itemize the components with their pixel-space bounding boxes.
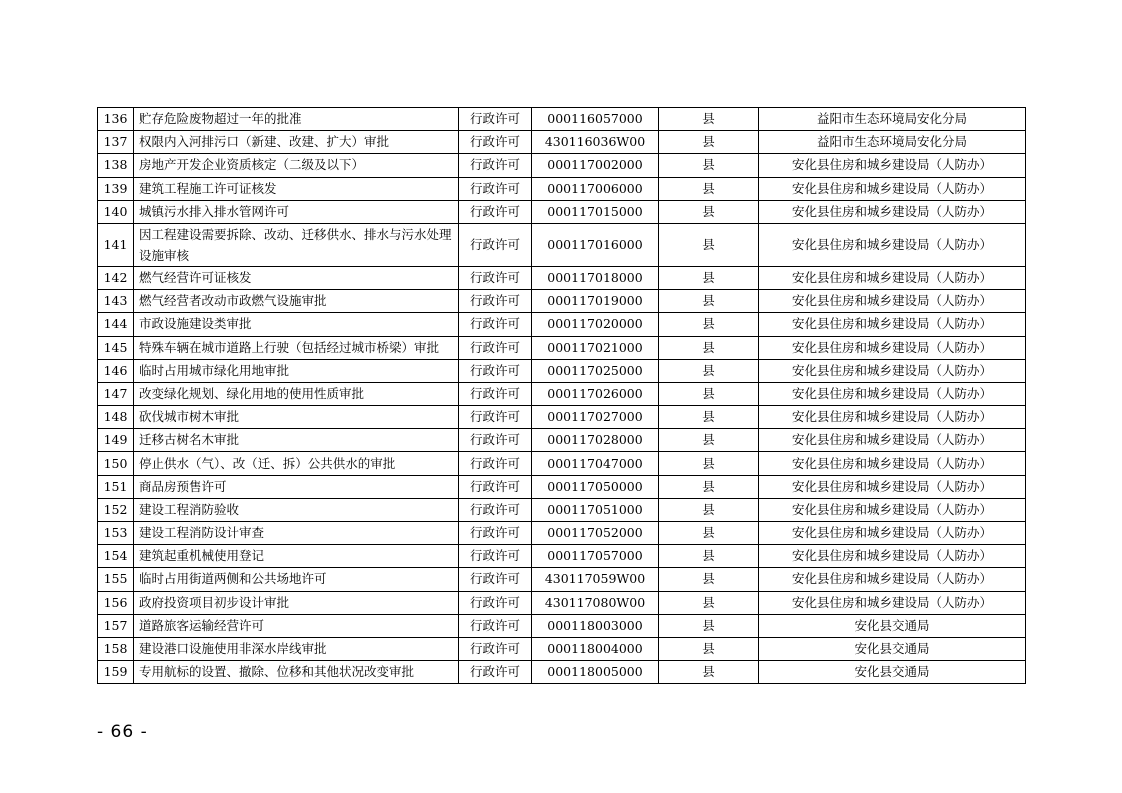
item-name: 建设工程消防验收 bbox=[134, 498, 459, 521]
item-level: 县 bbox=[659, 429, 759, 452]
table-row bbox=[98, 475, 1026, 498]
item-name: 建设港口设施使用非深水岸线审批 bbox=[134, 637, 459, 660]
item-type: 行政许可 bbox=[459, 131, 532, 154]
item-name: 权限内入河排污口（新建、改建、扩大）审批 bbox=[134, 131, 459, 154]
item-name: 砍伐城市树木审批 bbox=[134, 406, 459, 429]
item-code: 000117027000 bbox=[532, 406, 659, 429]
item-number: 136 bbox=[98, 108, 134, 131]
item-number: 151 bbox=[98, 475, 134, 498]
item-level: 县 bbox=[659, 452, 759, 475]
item-level: 县 bbox=[659, 475, 759, 498]
item-code: 000117020000 bbox=[532, 313, 659, 336]
item-department: 安化县住房和城乡建设局（人防办） bbox=[759, 406, 1026, 429]
item-number: 140 bbox=[98, 200, 134, 223]
table-row bbox=[98, 614, 1026, 637]
item-level: 县 bbox=[659, 266, 759, 289]
permit-items-table bbox=[97, 107, 1026, 684]
item-code: 000117057000 bbox=[532, 545, 659, 568]
table-row bbox=[98, 545, 1026, 568]
table-row bbox=[98, 336, 1026, 359]
item-department: 安化县住房和城乡建设局（人防办） bbox=[759, 452, 1026, 475]
item-level: 县 bbox=[659, 313, 759, 336]
item-department: 安化县住房和城乡建设局（人防办） bbox=[759, 200, 1026, 223]
item-number: 153 bbox=[98, 522, 134, 545]
item-level: 县 bbox=[659, 223, 759, 266]
item-name: 道路旅客运输经营许可 bbox=[134, 614, 459, 637]
item-code: 000117052000 bbox=[532, 522, 659, 545]
item-level: 县 bbox=[659, 568, 759, 591]
table-row bbox=[98, 177, 1026, 200]
item-department: 安化县住房和城乡建设局（人防办） bbox=[759, 223, 1026, 266]
table-row bbox=[98, 131, 1026, 154]
item-name: 燃气经营许可证核发 bbox=[134, 266, 459, 289]
item-name: 迁移古树名木审批 bbox=[134, 429, 459, 452]
item-code: 430117080W00 bbox=[532, 591, 659, 614]
item-code: 000118003000 bbox=[532, 614, 659, 637]
item-department: 安化县住房和城乡建设局（人防办） bbox=[759, 545, 1026, 568]
item-level: 县 bbox=[659, 406, 759, 429]
item-code: 000117016000 bbox=[532, 223, 659, 266]
item-number: 149 bbox=[98, 429, 134, 452]
item-department: 安化县住房和城乡建设局（人防办） bbox=[759, 475, 1026, 498]
item-department: 益阳市生态环境局安化分局 bbox=[759, 108, 1026, 131]
item-level: 县 bbox=[659, 290, 759, 313]
item-type: 行政许可 bbox=[459, 475, 532, 498]
item-number: 146 bbox=[98, 359, 134, 382]
item-department: 安化县住房和城乡建设局（人防办） bbox=[759, 177, 1026, 200]
item-name: 房地产开发企业资质核定（二级及以下） bbox=[134, 154, 459, 177]
item-type: 行政许可 bbox=[459, 313, 532, 336]
item-type: 行政许可 bbox=[459, 406, 532, 429]
table-row bbox=[98, 637, 1026, 660]
item-number: 137 bbox=[98, 131, 134, 154]
item-name: 燃气经营者改动市政燃气设施审批 bbox=[134, 290, 459, 313]
table-row bbox=[98, 498, 1026, 521]
item-code: 000117018000 bbox=[532, 266, 659, 289]
item-number: 147 bbox=[98, 382, 134, 405]
item-department: 益阳市生态环境局安化分局 bbox=[759, 131, 1026, 154]
item-type: 行政许可 bbox=[459, 568, 532, 591]
item-type: 行政许可 bbox=[459, 177, 532, 200]
item-type: 行政许可 bbox=[459, 223, 532, 266]
item-type: 行政许可 bbox=[459, 522, 532, 545]
item-code: 000117050000 bbox=[532, 475, 659, 498]
item-code: 000117006000 bbox=[532, 177, 659, 200]
item-level: 县 bbox=[659, 154, 759, 177]
item-code: 000116057000 bbox=[532, 108, 659, 131]
item-name: 建筑起重机械使用登记 bbox=[134, 545, 459, 568]
item-type: 行政许可 bbox=[459, 452, 532, 475]
item-type: 行政许可 bbox=[459, 661, 532, 684]
table-row bbox=[98, 313, 1026, 336]
item-name: 市政设施建设类审批 bbox=[134, 313, 459, 336]
table-row bbox=[98, 154, 1026, 177]
item-name: 建筑工程施工许可证核发 bbox=[134, 177, 459, 200]
item-number: 157 bbox=[98, 614, 134, 637]
item-department: 安化县住房和城乡建设局（人防办） bbox=[759, 498, 1026, 521]
table-row bbox=[98, 382, 1026, 405]
item-type: 行政许可 bbox=[459, 637, 532, 660]
item-number: 138 bbox=[98, 154, 134, 177]
item-code: 000117028000 bbox=[532, 429, 659, 452]
table-row bbox=[98, 591, 1026, 614]
item-department: 安化县住房和城乡建设局（人防办） bbox=[759, 429, 1026, 452]
item-name: 专用航标的设置、撤除、位移和其他状况改变审批 bbox=[134, 661, 459, 684]
item-code: 000118004000 bbox=[532, 637, 659, 660]
item-code: 000118005000 bbox=[532, 661, 659, 684]
table-row bbox=[98, 522, 1026, 545]
item-name: 因工程建设需要拆除、改动、迁移供水、排水与污水处理设施审核 bbox=[134, 223, 459, 266]
item-number: 152 bbox=[98, 498, 134, 521]
table-row bbox=[98, 359, 1026, 382]
item-department: 安化县住房和城乡建设局（人防办） bbox=[759, 591, 1026, 614]
item-level: 县 bbox=[659, 359, 759, 382]
item-level: 县 bbox=[659, 336, 759, 359]
item-level: 县 bbox=[659, 522, 759, 545]
item-number: 145 bbox=[98, 336, 134, 359]
item-department: 安化县住房和城乡建设局（人防办） bbox=[759, 290, 1026, 313]
item-level: 县 bbox=[659, 131, 759, 154]
table-row bbox=[98, 266, 1026, 289]
item-level: 县 bbox=[659, 498, 759, 521]
item-department: 安化县住房和城乡建设局（人防办） bbox=[759, 568, 1026, 591]
item-name: 改变绿化规划、绿化用地的使用性质审批 bbox=[134, 382, 459, 405]
item-level: 县 bbox=[659, 591, 759, 614]
item-name: 临时占用城市绿化用地审批 bbox=[134, 359, 459, 382]
item-department: 安化县住房和城乡建设局（人防办） bbox=[759, 382, 1026, 405]
item-type: 行政许可 bbox=[459, 154, 532, 177]
table-body bbox=[98, 108, 1026, 684]
item-code: 000117051000 bbox=[532, 498, 659, 521]
item-department: 安化县住房和城乡建设局（人防办） bbox=[759, 313, 1026, 336]
item-level: 县 bbox=[659, 108, 759, 131]
item-name: 城镇污水排入排水管网许可 bbox=[134, 200, 459, 223]
item-type: 行政许可 bbox=[459, 382, 532, 405]
item-type: 行政许可 bbox=[459, 290, 532, 313]
item-code: 000117047000 bbox=[532, 452, 659, 475]
item-name: 贮存危险废物超过一年的批准 bbox=[134, 108, 459, 131]
item-type: 行政许可 bbox=[459, 498, 532, 521]
table-row bbox=[98, 452, 1026, 475]
item-level: 县 bbox=[659, 661, 759, 684]
table-row bbox=[98, 568, 1026, 591]
item-type: 行政许可 bbox=[459, 266, 532, 289]
item-name: 政府投资项目初步设计审批 bbox=[134, 591, 459, 614]
item-type: 行政许可 bbox=[459, 429, 532, 452]
item-code: 430117059W00 bbox=[532, 568, 659, 591]
item-department: 安化县住房和城乡建设局（人防办） bbox=[759, 266, 1026, 289]
item-code: 000117019000 bbox=[532, 290, 659, 313]
item-code: 000117026000 bbox=[532, 382, 659, 405]
item-level: 县 bbox=[659, 637, 759, 660]
item-level: 县 bbox=[659, 614, 759, 637]
table-row bbox=[98, 108, 1026, 131]
item-type: 行政许可 bbox=[459, 545, 532, 568]
item-number: 159 bbox=[98, 661, 134, 684]
item-name: 建设工程消防设计审查 bbox=[134, 522, 459, 545]
page-number: - 66 - bbox=[97, 722, 148, 742]
item-name: 商品房预售许可 bbox=[134, 475, 459, 498]
item-number: 155 bbox=[98, 568, 134, 591]
item-number: 148 bbox=[98, 406, 134, 429]
item-number: 139 bbox=[98, 177, 134, 200]
table-row bbox=[98, 290, 1026, 313]
item-department: 安化县住房和城乡建设局（人防办） bbox=[759, 522, 1026, 545]
item-number: 143 bbox=[98, 290, 134, 313]
item-type: 行政许可 bbox=[459, 336, 532, 359]
item-type: 行政许可 bbox=[459, 108, 532, 131]
table-row bbox=[98, 406, 1026, 429]
table-row bbox=[98, 661, 1026, 684]
item-level: 县 bbox=[659, 382, 759, 405]
item-level: 县 bbox=[659, 545, 759, 568]
table-row bbox=[98, 429, 1026, 452]
table-row bbox=[98, 200, 1026, 223]
item-level: 县 bbox=[659, 200, 759, 223]
item-code: 000117021000 bbox=[532, 336, 659, 359]
item-number: 158 bbox=[98, 637, 134, 660]
item-department: 安化县住房和城乡建设局（人防办） bbox=[759, 154, 1026, 177]
item-name: 临时占用街道两侧和公共场地许可 bbox=[134, 568, 459, 591]
item-code: 430116036W00 bbox=[532, 131, 659, 154]
item-number: 150 bbox=[98, 452, 134, 475]
item-level: 县 bbox=[659, 177, 759, 200]
item-code: 000117002000 bbox=[532, 154, 659, 177]
item-department: 安化县交通局 bbox=[759, 637, 1026, 660]
item-number: 144 bbox=[98, 313, 134, 336]
item-type: 行政许可 bbox=[459, 614, 532, 637]
item-department: 安化县住房和城乡建设局（人防办） bbox=[759, 359, 1026, 382]
item-type: 行政许可 bbox=[459, 200, 532, 223]
item-type: 行政许可 bbox=[459, 359, 532, 382]
item-department: 安化县交通局 bbox=[759, 614, 1026, 637]
item-name: 特殊车辆在城市道路上行驶（包括经过城市桥梁）审批 bbox=[134, 336, 459, 359]
item-number: 142 bbox=[98, 266, 134, 289]
item-department: 安化县交通局 bbox=[759, 661, 1026, 684]
item-code: 000117015000 bbox=[532, 200, 659, 223]
item-number: 156 bbox=[98, 591, 134, 614]
item-type: 行政许可 bbox=[459, 591, 532, 614]
item-department: 安化县住房和城乡建设局（人防办） bbox=[759, 336, 1026, 359]
item-number: 154 bbox=[98, 545, 134, 568]
item-number: 141 bbox=[98, 223, 134, 266]
table-row bbox=[98, 223, 1026, 266]
item-code: 000117025000 bbox=[532, 359, 659, 382]
item-name: 停止供水（气）、改（迁、拆）公共供水的审批 bbox=[134, 452, 459, 475]
